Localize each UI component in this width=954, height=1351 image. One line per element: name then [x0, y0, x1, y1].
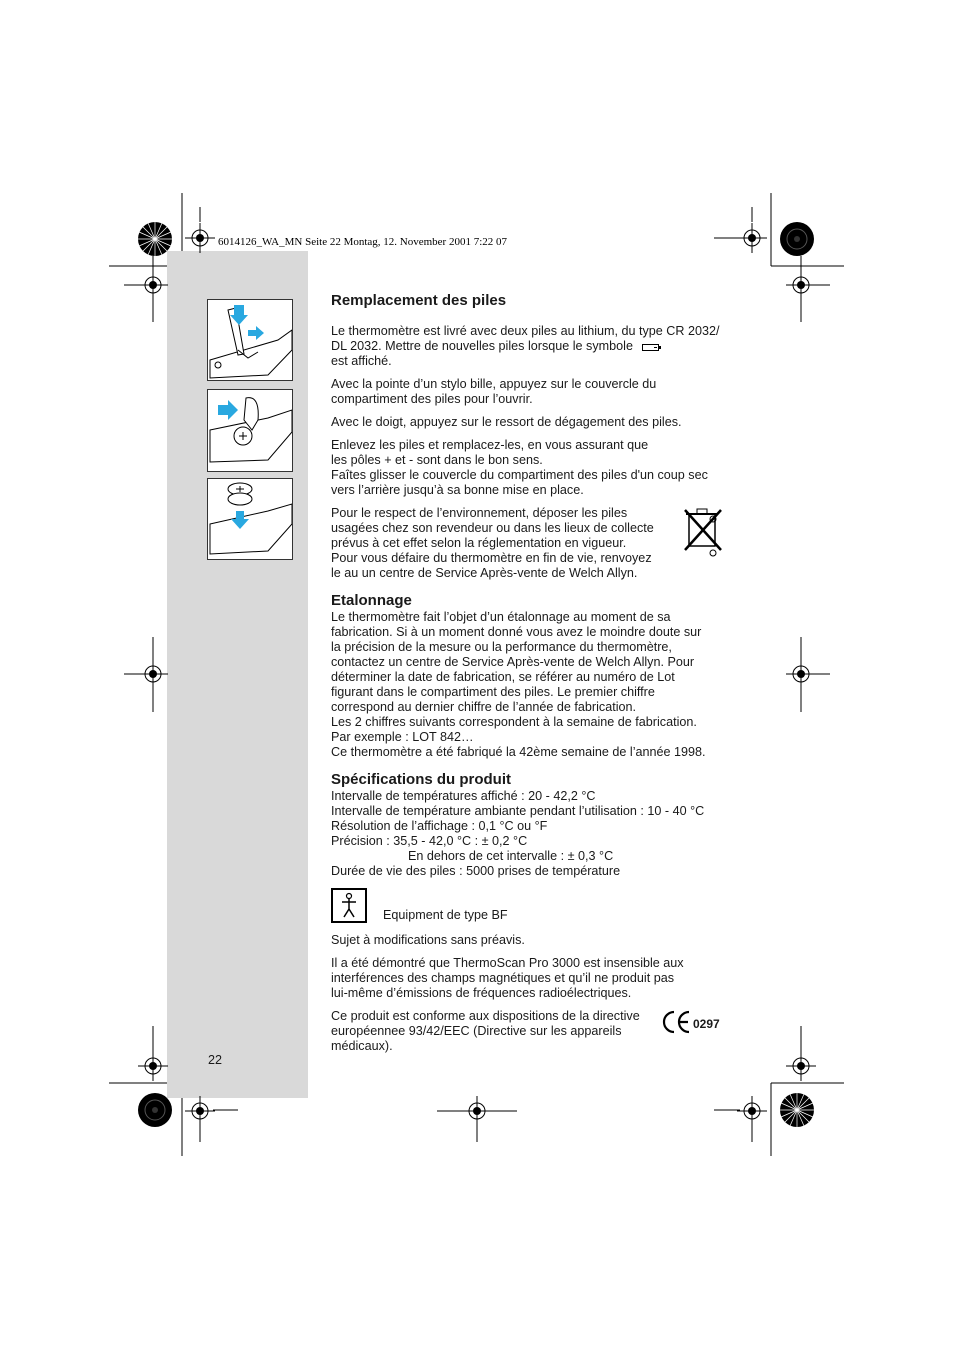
section-title-specs: Spécifications du produit — [331, 771, 512, 788]
notice-text: Sujet à modifications sans préavis. — [331, 933, 525, 947]
registration-mark-icon — [138, 1051, 168, 1081]
registration-mark-icon — [138, 659, 168, 689]
battery-paragraph-4: Enlevez les piles et remplacez-les, en vous assurant que les pôles + et - sont dans le bon sens. Faîtes glisser le couvercle du compartiment des piles d'un coup sec vers l’arrière jusqu’à sa bonne mise en place. — [331, 438, 708, 497]
starburst-icon — [779, 221, 815, 257]
starburst-icon — [137, 1092, 173, 1128]
starburst-icon — [779, 1092, 815, 1128]
bf-label: Equipment de type BF — [383, 908, 508, 922]
right-arrow-icon — [218, 400, 238, 420]
section-title-calibration: Etalonnage — [331, 592, 412, 609]
registration-mark-icon — [185, 223, 215, 253]
registration-mark-icon — [185, 1096, 215, 1126]
environment-block — [331, 506, 731, 581]
registration-mark-icon — [737, 1096, 767, 1126]
ce-number: 0297 — [693, 1017, 720, 1031]
battery-paragraph-2: Avec la pointe d’un stylo bille, appuyez sur le couvercle du compartiment des piles pour l’ouvrir. — [331, 377, 657, 406]
registration-mark-icon — [786, 659, 816, 689]
right-arrow-icon — [248, 326, 264, 340]
registration-mark-icon — [786, 270, 816, 300]
illustration-insert-battery — [207, 478, 293, 560]
page-number: 22 — [208, 1053, 223, 1067]
crossed-bin-icon — [683, 506, 723, 558]
conformity-paragraph: Ce produit est conforme aux dispositions de la directive européennee 93/42/EEC (Directive sur les appareils médicaux). — [331, 1009, 640, 1053]
calibration-paragraph: Le thermomètre fait l’objet d’un étalonnage au moment de sa fabrication. Si à un moment donné vous avez le moindre doute sur la précision de la mesure ou la performance du thermomètre, contactez un centre de Service Après-vente de Welch Allyn. Pour déterminer la date de fabrication, se référer au numéro de Lot figurant dans le compartiment des piles. Le premier chiffre correspond au dernier chiffre de l’année de fabrication. Les 2 chiffres suivants correspondent à la semaine de fabrication. Par exemple : LOT 842… Ce thermomètre a été fabriqué la 42ème semaine de l’année 1998. — [331, 610, 706, 759]
illustration-press-spring — [207, 389, 293, 472]
starburst-icon — [137, 221, 173, 257]
battery-paragraph-3: Avec le doigt, appuyez sur le ressort de dégagement des piles. — [331, 415, 682, 429]
print-slug: 6014126_WA_MN Seite 22 Montag, 12. November 2001 7:22 07 — [218, 236, 508, 248]
battery-paragraph-5: Pour le respect de l’environnement, déposer les piles usagées chez son revendeur ou dans les lieux de collecte prévus à cet effet selon la réglementation en vigueur. Pour vous défaire du thermomètre en fin de vie, renvoyez le au un centre de Service Après-vente de Welch Allyn. — [331, 506, 654, 580]
bf-block — [331, 888, 731, 924]
emc-paragraph: Il a été démontré que ThermoScan Pro 3000 est insensible aux interférences des champs magnétiques et qu’il ne produit pas lui-même d’émissions de fréquences radioélectriques. — [331, 956, 684, 1000]
battery-paragraph-1: Le thermomètre est livré avec deux piles au lithium, du type CR 2032/ DL 2032. Mettre de nouvelles piles lorsque le symbole est affiché. — [331, 324, 720, 368]
registration-mark-icon — [737, 223, 767, 253]
registration-mark-icon — [138, 270, 168, 300]
battery-icon — [642, 342, 662, 352]
ce-mark-icon — [661, 1009, 691, 1035]
illustration-open-cover — [207, 299, 293, 381]
crop-lines-bottom-mid — [437, 1110, 517, 1142]
conformity-block — [331, 1009, 731, 1054]
specs-list: Intervalle de températures affiché : 20 - 42,2 °C Intervalle de température ambiante pendant l’utilisation : 10 - 40 °C Résolution de l’affichage : 0,1 °C ou °F Précision : 35,5 - 42,0 °C : ± 0,2 °C En dehors de cet intervalle : ± 0,3 °C Durée de vie des piles : 5000 prises de température — [331, 789, 705, 878]
main-content — [331, 292, 731, 1054]
bf-person-icon — [331, 888, 367, 923]
registration-mark-icon — [786, 1051, 816, 1081]
section-title-battery: Remplacement des piles — [331, 292, 507, 309]
